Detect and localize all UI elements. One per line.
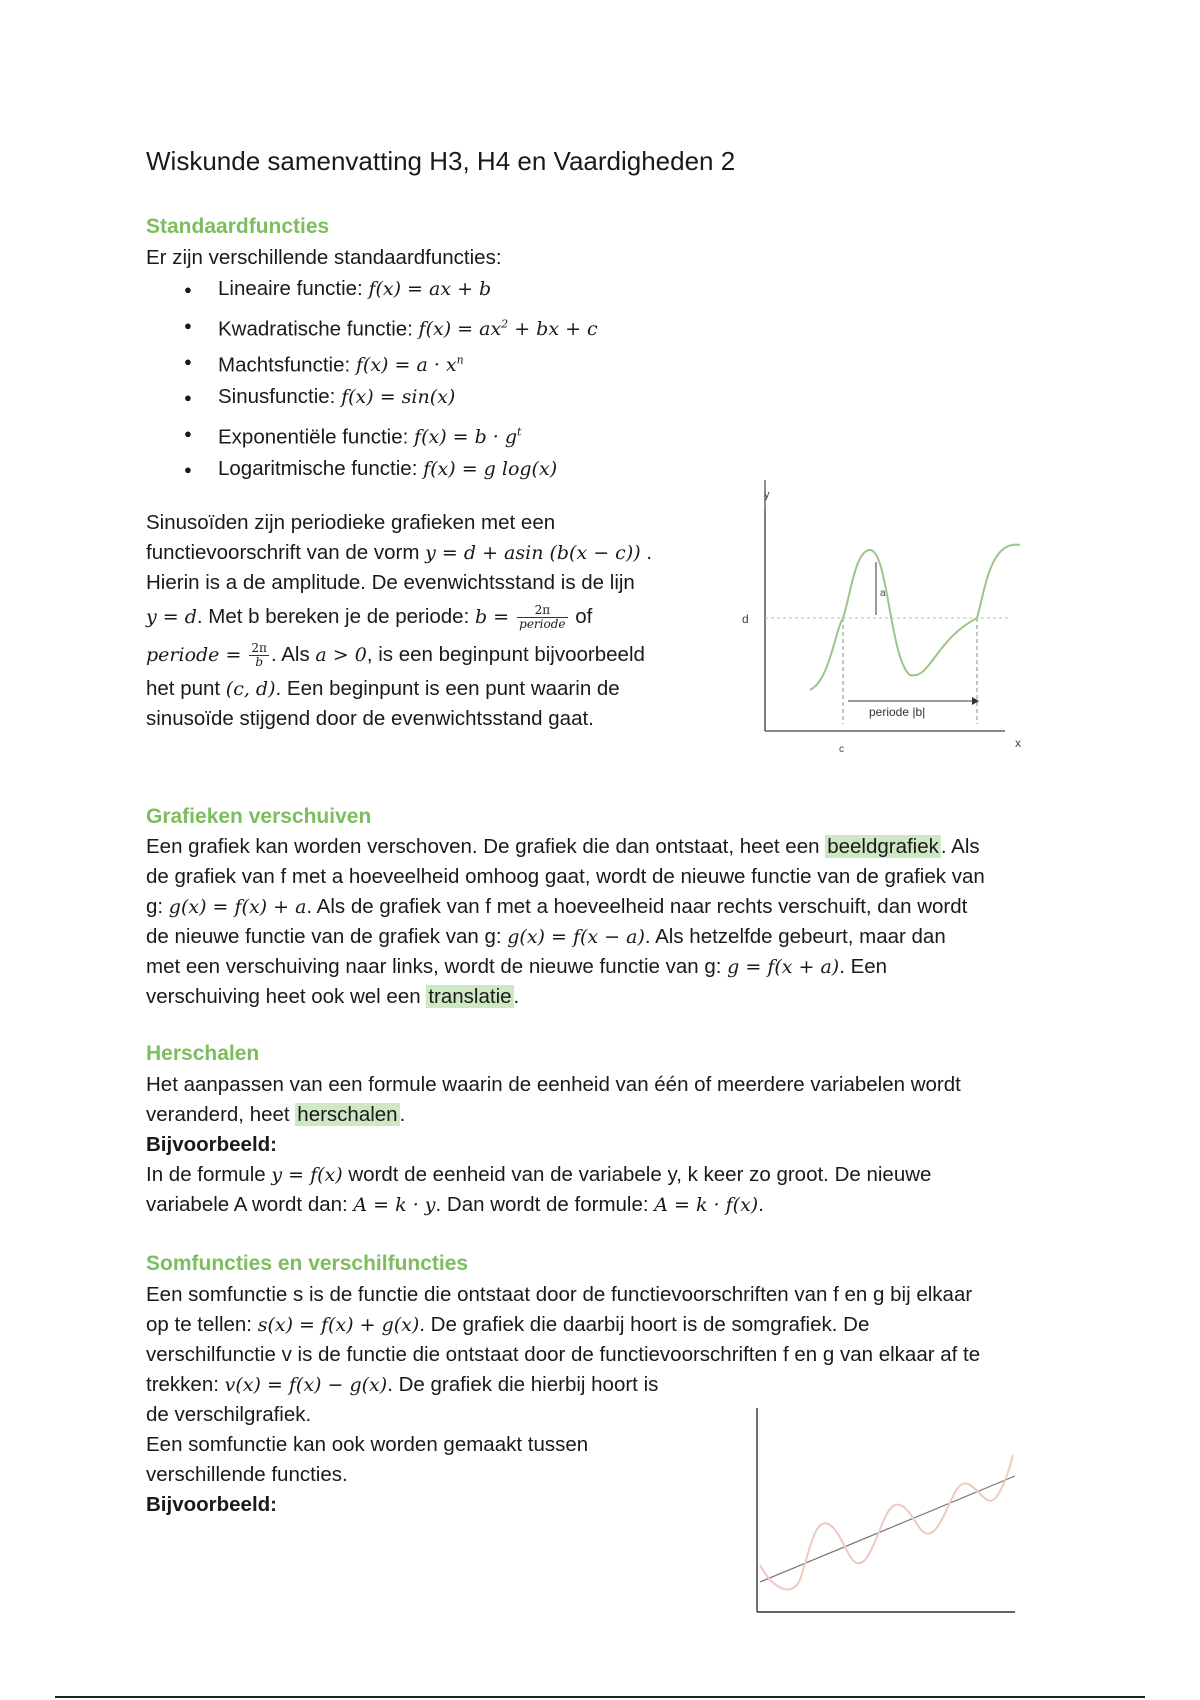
sinusoid-graph [730,480,1040,765]
standaardfuncties-list [146,271,846,487]
somfunctie-graph [745,1400,1035,1620]
sine-curve [810,545,1020,690]
list-item: ● Lineaire functie: f(x) = ax + b [146,271,846,307]
graph-label-c: c [839,744,844,755]
graph-label-x: x [1015,736,1021,750]
highlight-beeldgrafiek: beeldgrafiek [827,835,939,858]
graph-label-periode: periode |b| [869,705,926,719]
heading-standaardfuncties: Standaardfuncties [146,215,330,238]
list-item: ● Logaritmische functie: f(x) = g log(x) [146,451,846,487]
highlight-herschalen: herschalen [297,1103,398,1126]
heading-herschalen: Herschalen [146,1042,260,1065]
standaardfuncties-intro: Er zijn verschillende standaardfuncties: [146,246,502,269]
graph-label-d: d [742,612,749,626]
highlight-translatie: translatie [428,985,512,1008]
sum-curve [760,1455,1013,1589]
somfuncties-paragraph: Een somfunctie s is de functie die ontstaat door de functievoorschriften van f en g bij elkaar op te tellen: s(x) = f(x) + g(x). De grafiek die daarbij hoort is de somgrafiek. De verschilfunctie v is de functie die ontstaat door de functievoorschriften f en g van elkaar af te trekken: v(x) = f(x) − g(x). De grafiek die hierbij hoort is de verschilgrafiek. Een somfunctie kan ook worden gemaakt tussen verschillende functies. Bijvoorbeeld: [146,1283,981,1516]
herschalen-paragraph: Het aanpassen van een formule waarin de eenheid van één of meerdere variabelen wordt veranderd, heet herschalen. Bijvoorbeeld: In de formule y = f(x) wordt de eenheid van de variabele y, k keer zo groot. De nieuwe variabele A wordt dan: A = k · y. Dan wordt de formule: A = k · f(x). [146,1073,961,1216]
list-item: ● Kwadratische functie: $f(x) = ax^2$ + bx + c [146,307,846,343]
list-item: ● Machtsfunctie: $f(x) = a \cdot x^n$ [146,343,846,379]
graph-label-y: y [764,489,770,501]
sinusoid-paragraph: Sinusoïden zijn periodieke grafieken met een functievoorschrift van de vorm y = d + asin (b(x − c)) . Hierin is a de amplitude. De evenwichtsstand is de lijn y = d. Met b bereken je de periode: b = $\frac{2\pi}{\text{periode}}$ of periode = $\frac{2\pi}{b}$ . Als a > 0, is een beginpunt bijvoorbeeld het punt (c, d). Een beginpunt is een punt waarin de sinusoïde stijgend door de evenwichtsstand gaat. [146,511,653,730]
heading-somfuncties: Somfuncties en verschilfuncties [146,1252,469,1275]
bottom-rule [55,1696,1145,1698]
list-item: ● Sinusfunctie: f(x) = sin(x) [146,379,846,415]
list-item: ● Exponentiële functie: $f(x) = b \cdot g^t$ [146,415,846,451]
graph-label-a: a [880,588,886,599]
verschuiven-paragraph: Een grafiek kan worden verschoven. De grafiek die dan ontstaat, heet een beeldgrafiek. Als de grafiek van f met a hoeveelheid omhoog gaat, wordt de nieuwe functie van de grafiek van g: g(x) = f(x) + a. Als de grafiek van f met a hoeveelheid naar rechts verschuift, dan wordt de nieuwe functie van de grafiek van g: g(x) = f(x − a). Als hetzelfde gebeurt, maar dan met een verschuiving naar links, wordt de nieuwe functie van g: g = f(x + a). Een verschuiving heet ook wel een translatie. [146,835,985,1008]
document-title: Wiskunde samenvatting H3, H4 en Vaardigheden 2 [146,146,736,176]
heading-grafieken-verschuiven: Grafieken verschuiven [146,805,372,828]
